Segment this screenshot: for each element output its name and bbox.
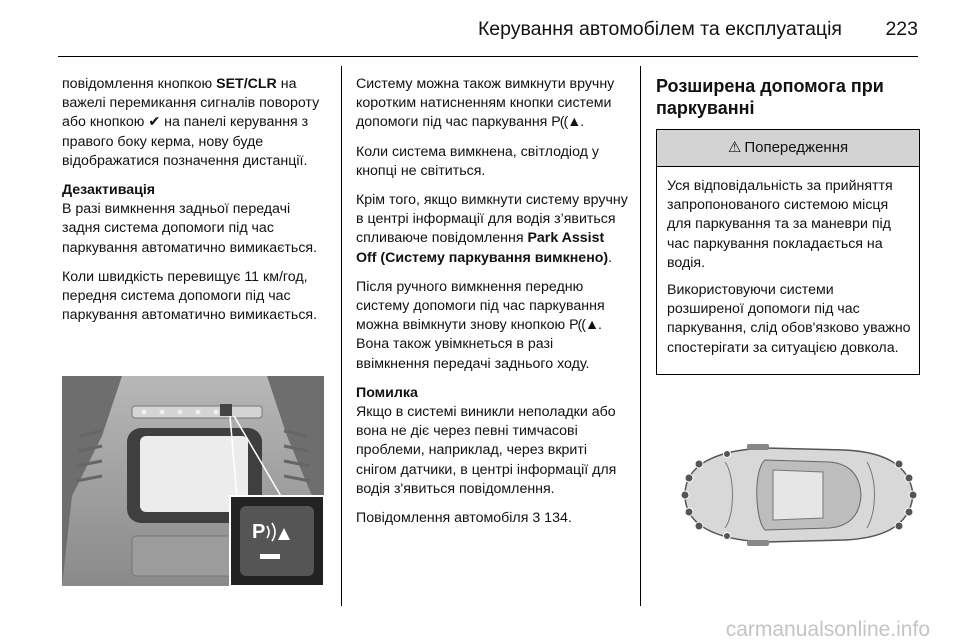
header-rule xyxy=(58,56,918,57)
paragraph: Якщо в системі виникли неполадки або вона не діє через певні тимчасові проблеми, наприклад, через вкриті снігом датчики, в центрі інформації для водія з'явиться повідомлення. xyxy=(356,404,617,497)
paragraph: Після ручного вимкнення передню систему допомоги під час паркування можна ввімкнути знову кнопкою P((▲. Вона також увімкнеться в разі ввімкнення передачі заднього ходу. xyxy=(356,278,605,372)
paragraph: Повідомлення автомобіля 3 134. xyxy=(356,510,572,527)
paragraph: Крім того, якщо вимкнути систему вручну в центрі інформації для водія з’явиться спливаюче повідомлення Park Assist Off (Систему паркування вимкнено). xyxy=(356,192,628,266)
page-header xyxy=(0,0,960,60)
reference-arrow-icon: 3 xyxy=(532,510,541,527)
section-heading-error: Помилка xyxy=(356,384,418,401)
warning-triangle-icon: ⚠ xyxy=(727,139,742,157)
header-title: Керування автомобілем та експлуатація xyxy=(477,18,842,40)
warning-header xyxy=(657,130,919,167)
warning-paragraph: Використовуючи системи розширеної допомоги під час паркування, слід обов'язково уважно спостерігати за ситуацією довкола. xyxy=(667,282,911,356)
column-2 xyxy=(356,75,628,538)
paragraph: повідомлення кнопкою SET/CLR на важелі перемикання сигналів повороту або кнопкою ✔ на панелі керування з правого боку керма, нову буде відображатися позначення дистанції. xyxy=(62,76,320,169)
column-3 xyxy=(656,75,924,375)
column-divider-1 xyxy=(341,66,342,606)
paragraph: Систему можна також вимкнути вручну коротким натисненням кнопки системи допомоги під час паркування P((▲. xyxy=(356,76,615,131)
park-assist-off-message: Park Assist Off (Систему паркування вимкнено) xyxy=(356,230,609,266)
warning-box xyxy=(656,129,920,375)
paragraph: Коли система вимкнена, світлодіод у кнопці не світиться. xyxy=(356,143,599,179)
paragraph: Коли швидкість перевищує 11 км/год, передня система допомоги під час паркування автоматично вимикається. xyxy=(62,268,318,324)
page-number: 223 xyxy=(885,18,918,40)
car-sensor-diagram xyxy=(655,400,925,590)
svg-text:P: P xyxy=(252,521,266,543)
paragraph: В разі вимкнення задньої передачі задня система допомоги під час паркування автоматично вимикається. xyxy=(62,201,318,256)
watermark: carmanualsonline.info xyxy=(725,618,930,641)
park-assist-icon: P((▲ xyxy=(551,114,581,131)
section-title: Розширена допомога при паркуванні xyxy=(656,76,884,118)
park-assist-icon: P((▲ xyxy=(569,317,599,334)
column-1 xyxy=(62,75,330,335)
check-icon: ✔ xyxy=(148,114,161,131)
warning-body xyxy=(657,167,919,374)
set-clr-label: SET/CLR xyxy=(216,76,277,92)
column-divider-2 xyxy=(640,66,641,606)
warning-paragraph: Уся відповідальність за прийняття запропонованого системою місця для паркування та за маневри під час паркування покладається на водія. xyxy=(667,178,893,271)
warning-title: Попередження xyxy=(744,139,849,157)
dashboard-photo xyxy=(62,376,324,586)
section-heading-deactivation: Дезактивація xyxy=(62,182,156,199)
